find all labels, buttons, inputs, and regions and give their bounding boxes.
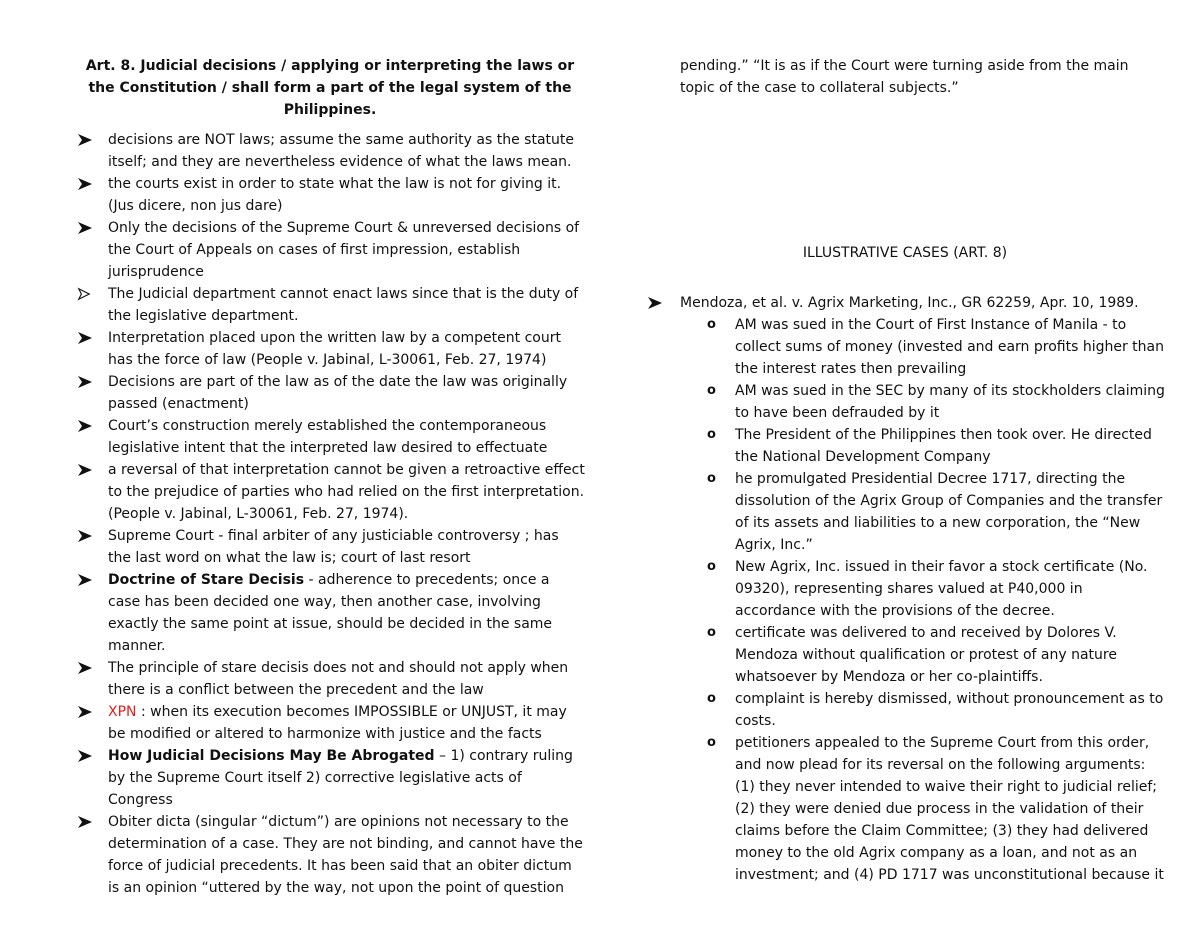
cases-heading: ILLUSTRATIVE CASES (ART. 8) (802, 245, 1008, 261)
bullet-item (75, 811, 585, 899)
arrow-bullet-icon (647, 296, 663, 310)
case-detail-text: The President of the Philippines then took over. He directed the National Development Company (735, 427, 1152, 465)
case-detail-item (705, 314, 1165, 380)
arrow-bullet-icon (77, 661, 93, 675)
case-detail-item (705, 688, 1165, 732)
case-detail-item (705, 556, 1165, 622)
bullet-item (75, 701, 585, 745)
case-title: Mendoza, et al. v. Agrix Marketing, Inc., GR 62259, Apr. 10, 1989. (680, 295, 1139, 311)
circle-bullet-icon: o (707, 735, 716, 750)
case-detail-item (705, 380, 1165, 424)
bullet-item (75, 569, 585, 657)
bullet-text: a reversal of that interpretation cannot be given a retroactive effect to the prejudice of parties who had relied on the first interpretation. (People v. Jabinal, L-30061, Feb. 27, 1974). (108, 462, 585, 522)
arrow-bullet-icon (77, 133, 93, 147)
left-bullet-list (75, 129, 585, 899)
circle-bullet-icon: o (707, 559, 716, 574)
arrow-bullet-icon (77, 375, 93, 389)
bullet-text: – 1) contrary ruling by the Supreme Court itself 2) corrective legislative acts of Congress (108, 748, 573, 808)
bullet-item (75, 745, 585, 811)
bullet-text: decisions are NOT laws; assume the same authority as the statute itself; and they are nevertheless evidence of what the laws mean. (108, 132, 574, 170)
continuation-text: pending.” “It is as if the Court were turning aside from the main topic of the case to collateral subjects.” (680, 58, 1129, 96)
bullet-text: The Judicial department cannot enact laws since that is the duty of the legislative department. (108, 286, 579, 324)
bullet-keyword: Doctrine of Stare Decisis (108, 572, 305, 588)
arrow-bullet-icon (77, 331, 93, 345)
bullet-text: - adherence to precedents; once a case has been decided one way, then another case, involving exactly the same point at issue, should be decided in the same manner. (108, 572, 553, 654)
case-detail-item (705, 468, 1165, 556)
bullet-text: Obiter dicta (singular “dictum”) are opinions not necessary to the determination of a case. They are not binding, and cannot have the force of judicial precedents. It has been said that an obiter dictum is an opinion “uttered by the way, not upon the point of question (108, 814, 583, 896)
case-detail-text: complaint is hereby dismissed, without pronouncement as to costs. (735, 691, 1164, 729)
arrow-bullet-icon (77, 749, 93, 763)
arrow-bullet-icon (77, 419, 93, 433)
bullet-item (75, 459, 585, 525)
bullet-item (75, 129, 585, 173)
exception-label: XPN (108, 704, 137, 720)
bullet-keyword: How Judicial Decisions May Be Abrogated (108, 748, 435, 764)
circle-bullet-icon: o (707, 471, 716, 486)
bullet-item (75, 525, 585, 569)
arrow-bullet-icon (77, 221, 93, 235)
bullet-text: The principle of stare decisis does not and should not apply when there is a conflict between the precedent and the law (108, 660, 569, 698)
bullet-item (75, 283, 585, 327)
bullet-item (75, 217, 585, 283)
bullet-text: Supreme Court - final arbiter of any justiciable controversy ; has the last word on what the law is; court of last resort (108, 528, 559, 566)
bullet-item (75, 657, 585, 701)
case-detail-text: AM was sued in the SEC by many of its stockholders claiming to have been defrauded by it (735, 383, 1165, 421)
bullet-text: Court’s construction merely established the contemporaneous legislative intent that the interpreted law desired to effectuate (108, 418, 548, 456)
circle-bullet-icon: o (707, 317, 716, 332)
circle-bullet-icon: o (707, 691, 716, 706)
bullet-item (75, 327, 585, 371)
bullet-text: Only the decisions of the Supreme Court & unreversed decisions of the Court of Appeals on cases of first impression, establish jurisprudence (108, 220, 580, 280)
bullet-item (75, 371, 585, 415)
article-title: Art. 8. Judicial decisions / applying or interpreting the laws or the Constitution / shall form a part of the legal system of the Philippines. (85, 58, 575, 118)
case-detail-text: certificate was delivered to and received by Dolores V. Mendoza without qualification or protest of any nature whatsoever by Mendoza or her co-plaintiffs. (735, 625, 1117, 685)
circle-bullet-icon: o (707, 625, 716, 640)
arrow-bullet-icon (77, 705, 93, 719)
arrow-bullet-icon (77, 529, 93, 543)
left-column (75, 55, 585, 899)
arrow-bullet-icon (77, 177, 93, 191)
arrow-bullet-icon (77, 463, 93, 477)
bullet-text: Decisions are part of the law as of the date the law was originally passed (enactment) (108, 374, 568, 412)
case-detail-text: he promulgated Presidential Decree 1717, directing the dissolution of the Agrix Group of Companies and the transfer of its assets and liabilities to a new corporation, the “New Agrix, Inc.” (735, 471, 1163, 553)
case-detail-item (705, 424, 1165, 468)
arrow-bullet-icon (77, 815, 93, 829)
case-detail-item (705, 732, 1165, 886)
case-detail-text: New Agrix, Inc. issued in their favor a stock certificate (No. 09320), representing shares valued at P40,000 in accordance with the provisions of the decree. (735, 559, 1148, 619)
bullet-item (75, 415, 585, 459)
case-detail-text: AM was sued in the Court of First Instance of Manila - to collect sums of money (invested and earn profits higher than the interest rates then prevailing (735, 317, 1164, 377)
arrow-bullet-icon (77, 573, 93, 587)
bullet-text: Interpretation placed upon the written law by a competent court has the force of law (People v. Jabinal, L-30061, Feb. 27, 1974) (108, 330, 561, 368)
case-details-list (645, 314, 1165, 886)
circle-bullet-icon: o (707, 427, 716, 442)
case-entry (645, 292, 1165, 314)
right-column (645, 55, 1165, 886)
bullet-text: : when its execution becomes IMPOSSIBLE or UNJUST, it may be modified or altered to harmonize with justice and the facts (108, 704, 567, 742)
case-detail-item (705, 622, 1165, 688)
case-detail-text: petitioners appealed to the Supreme Court from this order, and now plead for its reversal on the following arguments: (1) they never intended to waive their right to judicial relief; (2) they were denied due process in the validation of their claims before the Claim Committee; (3) they had delivered money to the old Agrix company as a loan, and not as an investment; and (4) PD 1717 was unconstitutional because it (735, 735, 1164, 883)
bullet-text: the courts exist in order to state what the law is not for giving it. (Jus dicere, non jus dare) (108, 176, 562, 214)
bullet-item (75, 173, 585, 217)
circle-bullet-icon: o (707, 383, 716, 398)
hollow-arrow-bullet-icon (77, 287, 91, 301)
